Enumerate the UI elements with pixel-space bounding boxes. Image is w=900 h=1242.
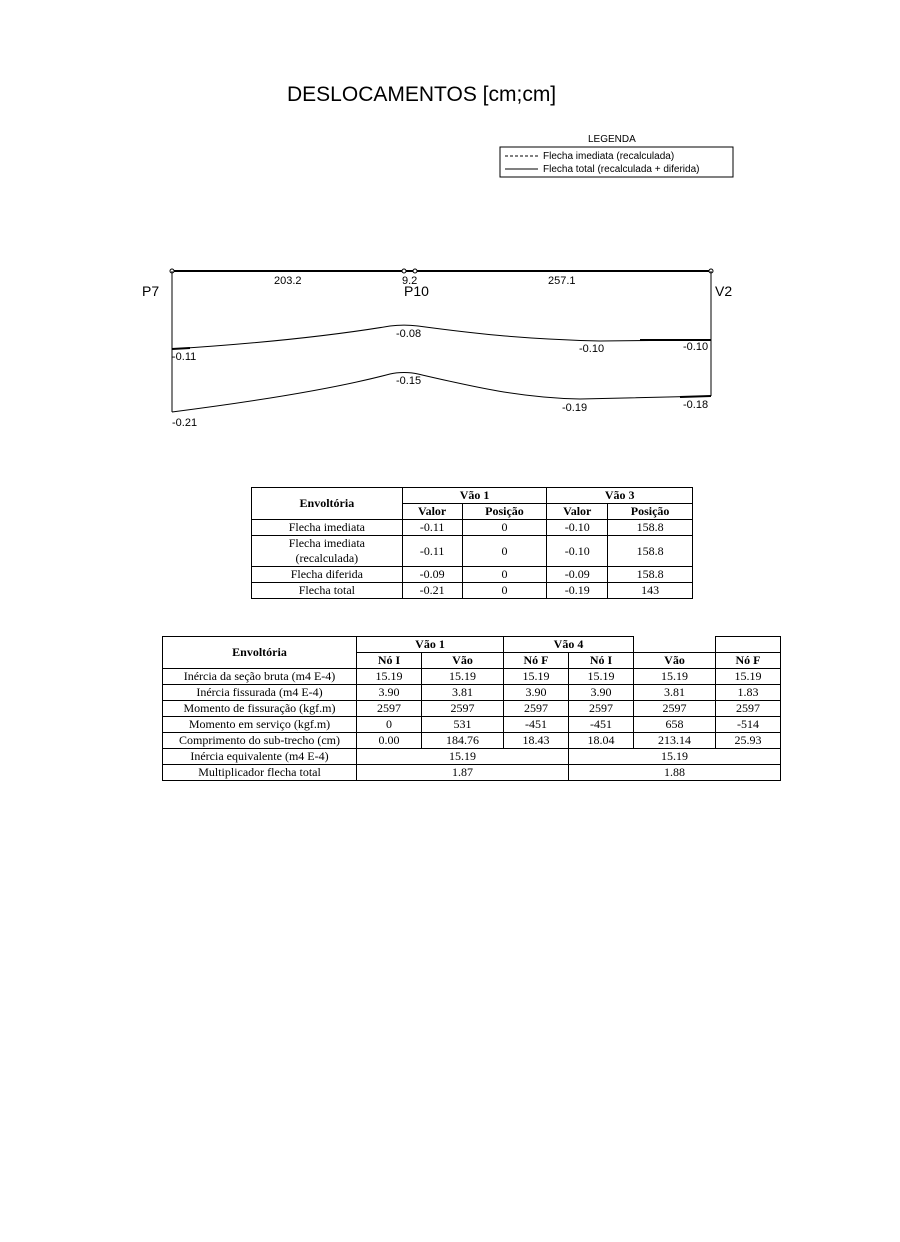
- table-row: [252, 520, 693, 536]
- cell: 158.8: [608, 520, 693, 536]
- cell: 213.14: [634, 733, 716, 749]
- cell: -0.19: [547, 583, 608, 599]
- cell: 2597: [504, 701, 569, 717]
- table-row: [163, 685, 781, 701]
- cell: 15.19: [716, 669, 781, 685]
- span1-length: 203.2: [274, 275, 302, 287]
- cell: 0: [462, 567, 547, 583]
- cell: 2597: [569, 701, 634, 717]
- immediate-start-value: -0.11: [172, 351, 197, 363]
- cell: -0.21: [402, 583, 462, 599]
- cell: 0: [462, 583, 547, 599]
- row-label: Inércia fissurada (m4 E-4): [163, 685, 357, 701]
- legend-solid-label: Flecha total (recalculada + diferida): [543, 164, 700, 175]
- row-label: Inércia equivalente (m4 E-4): [163, 749, 357, 765]
- cell: 143: [608, 583, 693, 599]
- cell: -0.11: [402, 536, 462, 567]
- immediate-min-value: -0.10: [579, 343, 605, 355]
- t2-header-blank: [634, 637, 716, 653]
- t2-header-span-a: Vão 1: [357, 637, 504, 653]
- table-row: [163, 717, 781, 733]
- envelope-table-2: [162, 636, 781, 781]
- cell: 18.04: [569, 733, 634, 749]
- table-row: [163, 749, 781, 765]
- table-row: [252, 536, 693, 567]
- cell: 15.19: [504, 669, 569, 685]
- node-p10-a: [402, 269, 406, 273]
- support-middle: P10: [404, 283, 429, 299]
- total-end-value: -0.18: [683, 399, 709, 411]
- row-label: Flecha imediata (recalculada): [252, 536, 403, 567]
- immediate-deflection-curve: [172, 325, 711, 349]
- cell: 1.87: [357, 765, 569, 781]
- gap-length: 9.2: [402, 275, 418, 287]
- cell: 3.90: [504, 685, 569, 701]
- total-start-value: -0.21: [172, 417, 198, 429]
- t2-header-span-b: Vão 4: [504, 637, 634, 653]
- t1-header-envoltoria: Envoltória: [252, 488, 403, 520]
- cell: 2597: [634, 701, 716, 717]
- total-min-value: -0.19: [562, 402, 588, 414]
- cell: 15.19: [422, 669, 504, 685]
- legend-title: LEGENDA: [588, 134, 636, 145]
- t2-header-envoltoria: Envoltória: [163, 637, 357, 669]
- cell: -451: [504, 717, 569, 733]
- immediate-dash-left: [172, 348, 190, 349]
- table-row: [163, 701, 781, 717]
- cell: 3.90: [569, 685, 634, 701]
- envelope-table-1: [251, 487, 693, 599]
- cell: 15.19: [357, 669, 422, 685]
- support-right: V2: [715, 283, 733, 299]
- cell: 2597: [357, 701, 422, 717]
- cell: 3.81: [422, 685, 504, 701]
- cell: 1.83: [716, 685, 781, 701]
- cell: 15.19: [634, 669, 716, 685]
- cell: 0: [462, 536, 547, 567]
- cell: -0.09: [402, 567, 462, 583]
- cell: 18.43: [504, 733, 569, 749]
- cell: -0.11: [402, 520, 462, 536]
- displacement-diagram: [0, 0, 900, 470]
- immediate-end-value: -0.10: [683, 341, 709, 353]
- cell: 158.8: [608, 567, 693, 583]
- t1-header-span-b: Vão 3: [547, 488, 693, 504]
- cell: 658: [634, 717, 716, 733]
- support-left: P7: [142, 283, 160, 299]
- cell: 0.00: [357, 733, 422, 749]
- row-label: Momento em serviço (kgf.m): [163, 717, 357, 733]
- cell: 184.76: [422, 733, 504, 749]
- t2-col: Nó F: [504, 653, 569, 669]
- node-p10-b: [413, 269, 417, 273]
- row-label: Inércia da seção bruta (m4 E-4): [163, 669, 357, 685]
- cell: 2597: [716, 701, 781, 717]
- t1-col-posicao: Posição: [608, 504, 693, 520]
- cell: 0: [357, 717, 422, 733]
- cell: -0.09: [547, 567, 608, 583]
- cell: 15.19: [569, 749, 781, 765]
- total-deflection-curve: [172, 373, 711, 413]
- table-row: [163, 669, 781, 685]
- total-mid-value: -0.15: [396, 375, 422, 387]
- t1-col-valor: Valor: [547, 504, 608, 520]
- row-label: Flecha diferida: [252, 567, 403, 583]
- row-label: Flecha total: [252, 583, 403, 599]
- immediate-mid-value: -0.08: [396, 328, 422, 340]
- cell: 531: [422, 717, 504, 733]
- cell: 1.88: [569, 765, 781, 781]
- diagram-title: DESLOCAMENTOS [cm;cm]: [287, 83, 557, 106]
- cell: 2597: [422, 701, 504, 717]
- cell: -451: [569, 717, 634, 733]
- row-label: Flecha imediata: [252, 520, 403, 536]
- t2-col: Vão: [634, 653, 716, 669]
- cell: -0.10: [547, 536, 608, 567]
- cell: 25.93: [716, 733, 781, 749]
- cell: 158.8: [608, 536, 693, 567]
- legend-dashed-label: Flecha imediata (recalculada): [543, 151, 675, 162]
- row-label: Momento de fissuração (kgf.m): [163, 701, 357, 717]
- t1-col-posicao: Posição: [462, 504, 547, 520]
- cell: -514: [716, 717, 781, 733]
- cell: 0: [462, 520, 547, 536]
- t2-header-blank: [716, 637, 781, 653]
- cell: 15.19: [357, 749, 569, 765]
- t2-col: Nó I: [357, 653, 422, 669]
- cell: 15.19: [569, 669, 634, 685]
- t1-header-span-a: Vão 1: [402, 488, 547, 504]
- cell: 3.90: [357, 685, 422, 701]
- t1-col-valor: Valor: [402, 504, 462, 520]
- table-row: [163, 733, 781, 749]
- total-dash-right: [680, 396, 711, 397]
- row-label: Comprimento do sub-trecho (cm): [163, 733, 357, 749]
- table-row: [163, 765, 781, 781]
- t2-col: Nó F: [716, 653, 781, 669]
- table-row: [252, 567, 693, 583]
- t2-col: Vão: [422, 653, 504, 669]
- span2-length: 257.1: [548, 275, 576, 287]
- cell: 3.81: [634, 685, 716, 701]
- cell: -0.10: [547, 520, 608, 536]
- row-label: Multiplicador flecha total: [163, 765, 357, 781]
- table-row: [252, 583, 693, 599]
- t2-col: Nó I: [569, 653, 634, 669]
